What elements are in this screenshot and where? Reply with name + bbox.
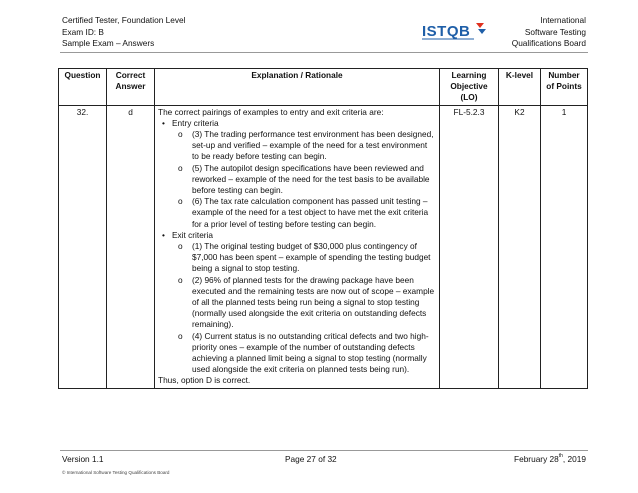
col-correct-answer: Correct Answer xyxy=(107,69,155,106)
circle-bullet-icon: o xyxy=(178,330,183,341)
footer-page-number: Page 27 of 32 xyxy=(285,454,337,464)
correct-answer: d xyxy=(107,105,155,388)
list-item: o (3) The trading performance test environment has been designed, set-up and verified – example of the need for a test environment to be ready before testing can begin. xyxy=(178,129,434,162)
circle-bullet-icon: o xyxy=(178,196,183,207)
exit-criteria-title: Exit criteria xyxy=(172,229,214,240)
col-explanation: Explanation / Rationale xyxy=(155,69,440,106)
table-row xyxy=(59,105,588,388)
col-question: Question xyxy=(59,69,107,106)
exit-criteria-list xyxy=(172,241,436,375)
header-title: Certified Tester, Foundation Level xyxy=(62,15,186,25)
footer-date: February 28th, 2019 xyxy=(514,453,586,464)
header-org-1: International xyxy=(540,15,586,25)
header-exam-id: Exam ID: B xyxy=(62,26,104,37)
points: 1 xyxy=(541,105,588,388)
answer-table xyxy=(58,68,588,389)
header-org-2: Software Testing xyxy=(524,26,586,37)
learning-objective: FL-5.2.3 xyxy=(440,105,499,388)
list-item: o (5) The autopilot design specifications have been reviewed and reworked – example of the need for the test basis to be available before testing can begin. xyxy=(178,162,430,196)
k-level: K2 xyxy=(499,105,541,388)
circle-bullet-icon: o xyxy=(178,241,183,252)
header-org-3: Qualifications Board xyxy=(511,38,586,48)
col-learning-objective: Learning Objective (LO) xyxy=(440,69,499,106)
circle-bullet-icon: o xyxy=(178,162,183,173)
circle-bullet-icon: o xyxy=(178,274,183,285)
explanation-intro: The correct pairings of examples to entry and exit criteria are: xyxy=(158,106,384,117)
header-divider xyxy=(60,52,588,53)
bullet-icon: • xyxy=(162,117,165,128)
list-item: o (1) The original testing budget of $30,000 plus contingency of $7,000 has been spent – example of spending the testing budget being a signal to stop testing. xyxy=(178,241,431,274)
exit-criteria-item xyxy=(162,229,436,376)
col-points: Number of Points xyxy=(541,69,588,106)
header-right xyxy=(512,15,586,50)
svg-text:ISTQB: ISTQB xyxy=(422,23,471,40)
list-item: o (4) Current status is no outstanding critical defects and two high-priority ones – example of the number of outstanding defects achieving a planned limit being a signal to stop testing (normally used alongside the exit criteria on planned tests being run). xyxy=(178,330,429,375)
explanation-conclusion: Thus, option D is correct. xyxy=(158,375,251,386)
entry-criteria-list xyxy=(172,129,436,230)
bullet-icon: • xyxy=(162,229,165,240)
table-header-row xyxy=(59,69,588,106)
footer-copyright: © International Software Testing Qualifications Board xyxy=(62,470,170,475)
list-item: o (2) 96% of planned tests for the drawing package have been executed and the remaining tests are now out of scope – example of all the planned tests being run being a signal to stop testing (normally used alongside the exit criteria on outstanding defects remaining). xyxy=(178,274,435,330)
header-subtitle: Sample Exam – Answers xyxy=(62,38,155,48)
footer-divider xyxy=(60,450,588,451)
list-item: o (6) The tax rate calculation component has passed unit testing – example of the need for a test object to have met the exit criteria for a prior level of testing before testing can begin. xyxy=(178,196,429,229)
circle-bullet-icon: o xyxy=(178,129,183,140)
footer-version: Version 1.1 xyxy=(62,454,104,464)
explanation-cell xyxy=(155,105,440,388)
entry-criteria-item xyxy=(162,117,436,230)
entry-criteria-title: Entry criteria xyxy=(172,117,219,128)
col-k-level: K-level xyxy=(499,69,541,106)
istqb-logo xyxy=(422,20,488,42)
question-number: 32. xyxy=(59,105,107,388)
criteria-list xyxy=(158,118,436,376)
header-left xyxy=(62,15,185,50)
